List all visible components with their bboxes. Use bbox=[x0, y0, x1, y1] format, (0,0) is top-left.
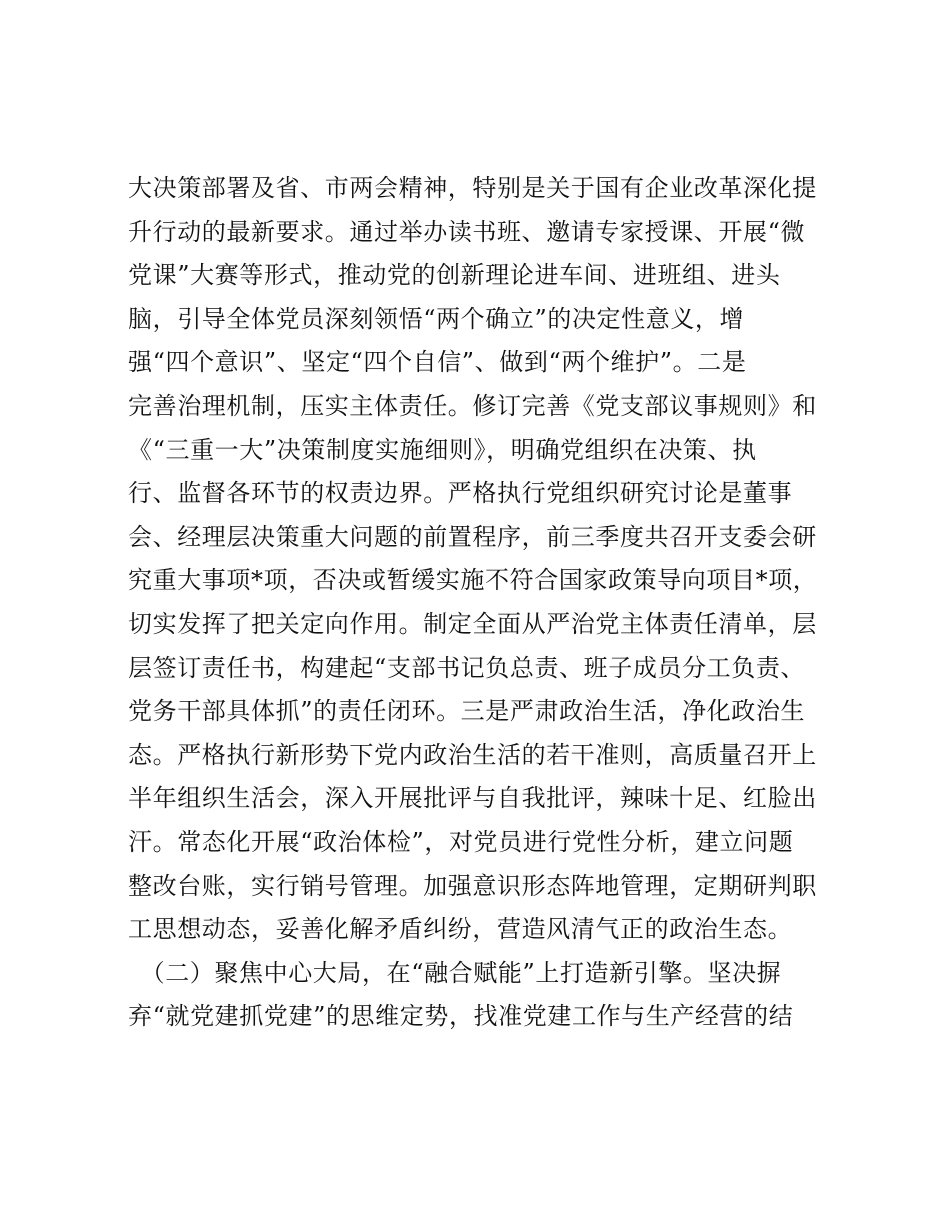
text-line: 切实发挥了把关定向作用。制定全面从严治党主体责任清单，层 bbox=[128, 609, 817, 638]
text-line: 党务干部具体抓”的责任闭环。三是严肃政治生活，净化政治生 bbox=[128, 697, 806, 726]
text-line: 行、监督各环节的权责边界。严格执行党组织研究讨论是董事 bbox=[128, 479, 793, 508]
text-line: 脑，引导全体党员深刻领悟“两个确立”的决定性意义，增 bbox=[128, 304, 745, 333]
text-line: 弃“就党建抓党建”的思维定势，找准党建工作与生产经营的结 bbox=[128, 1002, 794, 1031]
body-text bbox=[128, 167, 828, 1039]
text-line: 《“三重一大”决策制度实施细则》，明确党组织在决策、执 bbox=[128, 435, 757, 464]
text-line: 工思想动态，妥善化解矛盾纠纷，营造风清气正的政治生态。 bbox=[128, 915, 793, 944]
section-heading-line: （二）聚焦中心大局，在“融合赋能”上打造新引擎。坚决摒 bbox=[128, 958, 782, 987]
text-line: 会、经理层决策重大问题的前置程序，前三季度共召开支委会研 bbox=[128, 522, 817, 551]
text-line: 究重大事项*项，否决或暂缓实施不符合国家政策导向项目*项， bbox=[128, 566, 818, 595]
text-line: 态。严格执行新形势下党内政治生活的若干准则，高质量召开上 bbox=[128, 740, 817, 769]
text-line: 强“四个意识”、坚定“四个自信”、做到“两个维护”。二是 bbox=[128, 348, 747, 377]
text-line: 层签订责任书，构建起“支部书记负总责、班子成员分工负责、 bbox=[128, 653, 806, 682]
text-line: 大决策部署及省、市两会精神，特别是关于国有企业改革深化提 bbox=[128, 174, 817, 202]
text-line: 半年组织生活会，深入开展批评与自我批评，辣味十足、红脸出 bbox=[128, 784, 817, 813]
text-line: 升行动的最新要求。通过举办读书班、邀请专家授课、开展“微 bbox=[128, 217, 806, 246]
text-line: 完善治理机制，压实主体责任。修订完善《党支部议事规则》和 bbox=[128, 391, 817, 420]
text-line: 党课”大赛等形式，推动党的创新理论进车间、进班组、进头 bbox=[128, 261, 781, 290]
text-line: 汗。常态化开展“政治体检”，对党员进行党性分析，建立问题 bbox=[128, 827, 794, 856]
text-line: 整改台账，实行销号管理。加强意识形态阵地管理，定期研判职 bbox=[128, 871, 817, 900]
